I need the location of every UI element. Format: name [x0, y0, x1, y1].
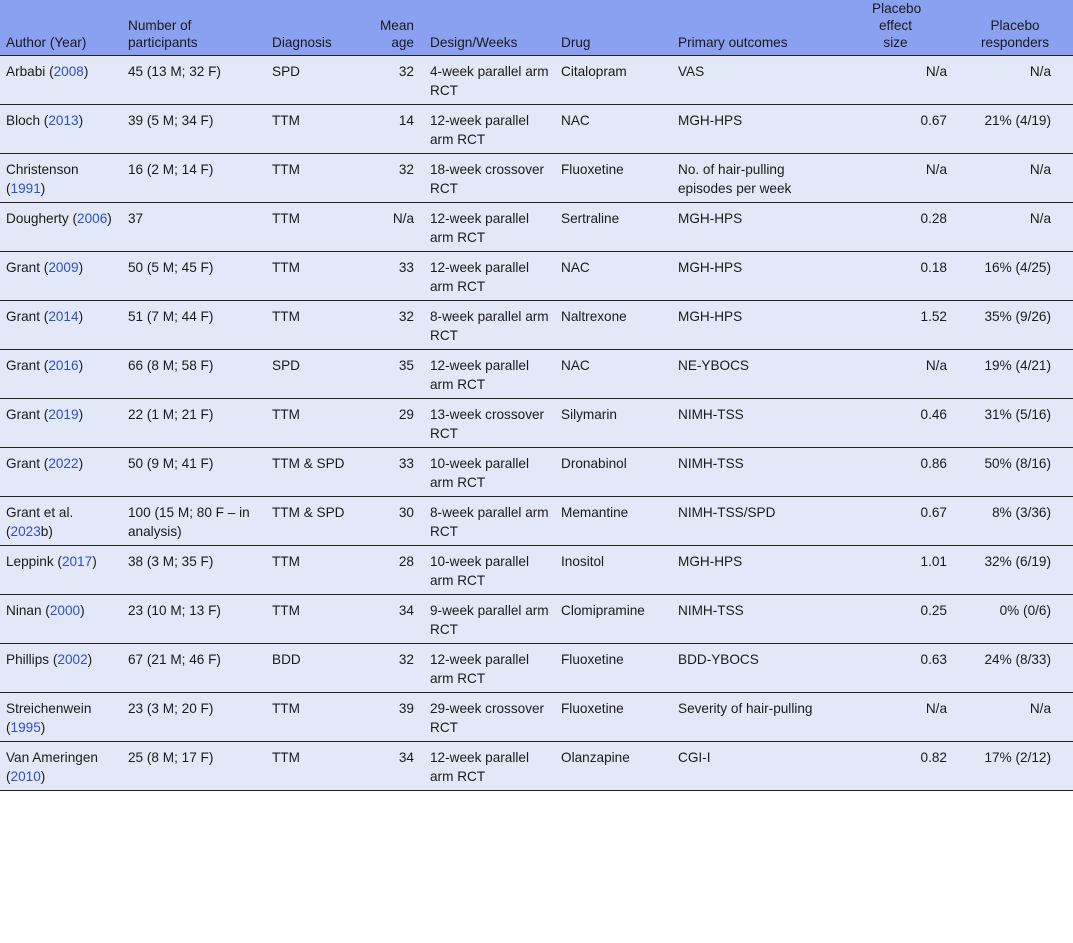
responders-cell: 35% (9/26)	[984, 309, 1051, 324]
responders-cell: 21% (4/19)	[984, 113, 1051, 128]
mean-age-cell: 33	[398, 260, 414, 275]
mean-age-cell: 39	[398, 701, 414, 716]
author-cell: Grant (2019)	[6, 407, 84, 422]
header-outcomes: Primary outcomes	[678, 35, 788, 50]
diagnosis-cell: TTM	[272, 162, 300, 177]
responders-cell: 0% (0/6)	[999, 603, 1051, 618]
table-row	[0, 203, 1073, 252]
effect-size-cell: 0.67	[920, 505, 947, 520]
outcomes-cell: MGH-HPS	[678, 554, 743, 569]
drug-cell: NAC	[561, 113, 590, 128]
author-name: Grant	[6, 358, 40, 373]
responders-cell: N/a	[1029, 701, 1051, 716]
design-cell: 10-week parallel arm RCT	[430, 554, 529, 588]
table-body	[0, 56, 1073, 791]
citation-year-link[interactable]: 2013	[48, 113, 79, 128]
citation-year-link[interactable]: 2017	[61, 554, 93, 569]
author-name: Bloch	[6, 113, 41, 128]
mean-age-cell: 32	[398, 64, 414, 79]
participants-cell: 25 (8 M; 17 F)	[128, 750, 214, 765]
participants-cell: 23 (10 M; 13 F)	[128, 603, 221, 618]
author-cell: Christenson (1991)	[6, 162, 79, 196]
diagnosis-cell: TTM	[272, 603, 300, 618]
drug-cell: NAC	[561, 358, 590, 373]
drug-cell: Naltrexone	[561, 309, 627, 324]
design-cell: 18-week crossover RCT	[430, 162, 545, 196]
outcomes-cell: VAS	[678, 64, 705, 79]
citation-year-link[interactable]: 1995	[10, 719, 41, 735]
effect-size-cell: N/a	[925, 64, 947, 79]
effect-size-cell: 0.28	[920, 211, 947, 226]
table-row	[0, 350, 1073, 399]
author-name: Arbabi	[6, 64, 46, 79]
outcomes-cell: BDD-YBOCS	[678, 652, 759, 667]
outcomes-cell: Severity of hair-pulling	[678, 701, 813, 716]
effect-size-cell: 0.67	[920, 113, 947, 128]
author-cell: Grant (2014)	[6, 309, 84, 324]
author-cell: Arbabi (2008)	[6, 64, 89, 79]
responders-cell: N/a	[1029, 64, 1051, 79]
author-name: Streichenwein	[6, 701, 92, 716]
outcomes-cell: MGH-HPS	[678, 113, 743, 128]
diagnosis-cell: TTM	[272, 113, 300, 128]
effect-size-cell: 0.46	[920, 407, 947, 422]
effect-size-cell: N/a	[925, 701, 947, 716]
author-cell: Bloch (2013)	[6, 113, 84, 128]
effect-size-cell: 0.82	[920, 750, 947, 765]
design-cell: 12-week parallel arm RCT	[430, 260, 529, 294]
citation-year-link[interactable]: 2002	[57, 652, 88, 667]
author-cell: Van Ameringen (2010)	[6, 750, 98, 784]
outcomes-cell: NIMH-TSS	[678, 603, 744, 618]
design-cell: 10-week parallel arm RCT	[430, 456, 529, 490]
participants-cell: 37	[128, 211, 144, 226]
author-cell: Dougherty (2006)	[6, 211, 112, 226]
drug-cell: Silymarin	[561, 407, 617, 422]
mean-age-cell: 30	[398, 505, 414, 520]
responders-cell: 8% (3/36)	[992, 505, 1051, 520]
header-drug: Drug	[561, 35, 591, 50]
participants-cell: 66 (8 M; 58 F)	[128, 358, 214, 373]
effect-size-cell: 0.18	[920, 260, 947, 275]
responders-cell: 50% (8/16)	[984, 456, 1051, 471]
author-name: Grant	[6, 309, 40, 324]
diagnosis-cell: TTM	[272, 750, 300, 765]
author-cell: Phillips (2002)	[6, 652, 93, 667]
table-row	[0, 399, 1073, 448]
author-name: Leppink	[6, 554, 54, 569]
citation-year-link[interactable]: 2006	[77, 211, 108, 226]
outcomes-cell: NIMH-TSS/SPD	[678, 505, 776, 520]
effect-size-cell: 0.63	[920, 652, 947, 667]
mean-age-cell: 32	[398, 309, 414, 324]
header-author: Author (Year)	[6, 35, 87, 50]
header-effect: Placebo effect size	[872, 1, 922, 50]
design-cell: 8-week parallel arm RCT	[430, 309, 549, 343]
design-cell: 12-week parallel arm RCT	[430, 113, 529, 147]
drug-cell: Inositol	[561, 554, 605, 569]
mean-age-cell: N/a	[392, 211, 414, 226]
responders-cell: N/a	[1029, 162, 1051, 177]
citation-suffix: b	[40, 523, 49, 539]
participants-cell: 39 (5 M; 34 F)	[128, 113, 214, 128]
citation-year-link[interactable]: 2010	[10, 768, 41, 784]
citation-year-link[interactable]: 2014	[48, 309, 79, 324]
header-design: Design/Weeks	[430, 35, 518, 50]
table-row	[0, 644, 1073, 693]
responders-cell: 31% (5/16)	[984, 407, 1051, 422]
table-row	[0, 56, 1073, 105]
author-name: Ninan	[6, 603, 42, 618]
header-row	[0, 0, 1073, 56]
design-cell: 12-week parallel arm RCT	[430, 211, 529, 245]
citation-year-link[interactable]: 2019	[48, 407, 79, 422]
diagnosis-cell: TTM	[272, 211, 300, 226]
citation-year-link[interactable]: 2008	[53, 64, 84, 79]
table-row	[0, 595, 1073, 644]
table-row	[0, 497, 1073, 546]
citation-year-link[interactable]: 2022	[48, 456, 79, 471]
citation-year-link[interactable]: 2000	[49, 603, 81, 618]
diagnosis-cell: TTM	[272, 701, 300, 716]
participants-cell: 45 (13 M; 32 F)	[128, 64, 221, 79]
mean-age-cell: 29	[398, 407, 414, 422]
effect-size-cell: 0.25	[920, 603, 947, 618]
table-row	[0, 742, 1073, 791]
author-cell: Ninan (2000)	[6, 603, 85, 618]
table-row	[0, 154, 1073, 203]
outcomes-cell: NIMH-TSS	[678, 456, 744, 471]
header-participants: Number of participants	[128, 18, 198, 50]
diagnosis-cell: TTM	[272, 309, 300, 324]
effect-size-cell: 1.52	[920, 309, 947, 324]
mean-age-cell: 28	[398, 554, 414, 569]
citation-year-link[interactable]: 2016	[48, 358, 79, 373]
diagnosis-cell: TTM	[272, 260, 300, 275]
outcomes-cell: MGH-HPS	[678, 309, 743, 324]
outcomes-cell: No. of hair-pulling episodes per week	[678, 162, 792, 196]
diagnosis-cell: TTM & SPD	[272, 505, 345, 520]
table-row	[0, 105, 1073, 154]
citation-year-link[interactable]: 1991	[10, 180, 41, 196]
diagnosis-cell: SPD	[272, 358, 300, 373]
drug-cell: Clomipramine	[561, 603, 645, 618]
outcomes-cell: CGI-I	[678, 750, 711, 765]
drug-cell: Olanzapine	[561, 750, 630, 765]
participants-cell: 22 (1 M; 21 F)	[128, 407, 214, 422]
effect-size-cell: 0.86	[920, 456, 947, 471]
header-responders: Placebo responders	[980, 18, 1049, 50]
participants-cell: 50 (5 M; 45 F)	[128, 260, 214, 275]
responders-cell: 19% (4/21)	[984, 358, 1051, 373]
table-row	[0, 448, 1073, 497]
participants-cell: 38 (3 M; 35 F)	[128, 554, 214, 569]
table-header	[0, 0, 1073, 56]
table-row	[0, 301, 1073, 350]
responders-cell: 16% (4/25)	[984, 260, 1051, 275]
participants-cell: 50 (9 M; 41 F)	[128, 456, 214, 471]
outcomes-cell: MGH-HPS	[678, 260, 743, 275]
mean-age-cell: 32	[398, 652, 414, 667]
author-name: Grant et al.	[6, 505, 74, 520]
outcomes-cell: NE-YBOCS	[678, 358, 750, 373]
design-cell: 9-week parallel arm RCT	[430, 603, 549, 637]
drug-cell: Fluoxetine	[561, 162, 624, 177]
mean-age-cell: 35	[398, 358, 414, 373]
drug-cell: Citalopram	[561, 64, 627, 79]
design-cell: 4-week parallel arm RCT	[430, 64, 549, 98]
author-name: Grant	[6, 260, 40, 275]
participants-cell: 16 (2 M; 14 F)	[128, 162, 214, 177]
table-row	[0, 693, 1073, 742]
mean-age-cell: 14	[398, 113, 414, 128]
table-row	[0, 546, 1073, 595]
diagnosis-cell: SPD	[272, 64, 300, 79]
diagnosis-cell: BDD	[272, 652, 301, 667]
mean-age-cell: 32	[398, 162, 414, 177]
design-cell: 29-week crossover RCT	[430, 701, 545, 735]
design-cell: 13-week crossover RCT	[430, 407, 545, 441]
participants-cell: 51 (7 M; 44 F)	[128, 309, 214, 324]
design-cell: 12-week parallel arm RCT	[430, 652, 529, 686]
effect-size-cell: 1.01	[920, 554, 947, 569]
effect-size-cell: N/a	[925, 162, 947, 177]
diagnosis-cell: TTM	[272, 407, 300, 422]
author-cell: Grant (2022)	[6, 456, 84, 471]
author-cell: Grant (2016)	[6, 358, 84, 373]
author-name: Grant	[6, 456, 40, 471]
author-name: Dougherty	[6, 211, 69, 226]
effect-size-cell: N/a	[925, 358, 947, 373]
citation-year-link[interactable]: 2023	[10, 523, 41, 539]
responders-cell: 32% (6/19)	[984, 554, 1051, 569]
author-name: Phillips	[6, 652, 50, 667]
participants-cell: 23 (3 M; 20 F)	[128, 701, 214, 716]
author-cell: Grant (2009)	[6, 260, 84, 275]
participants-cell: 100 (15 M; 80 F – in analysis)	[128, 505, 250, 539]
responders-cell: N/a	[1029, 211, 1051, 226]
author-cell: Grant et al. (2023b)	[6, 505, 74, 539]
header-diagnosis: Diagnosis	[272, 35, 332, 50]
responders-cell: 24% (8/33)	[984, 652, 1051, 667]
outcomes-cell: NIMH-TSS	[678, 407, 744, 422]
citation-year-link[interactable]: 2009	[48, 260, 79, 275]
author-cell: Streichenwein (1995)	[6, 701, 92, 735]
diagnosis-cell: TTM	[272, 554, 300, 569]
drug-cell: Fluoxetine	[561, 701, 624, 716]
mean-age-cell: 33	[398, 456, 414, 471]
author-name: Van Ameringen	[6, 750, 98, 765]
author-name: Grant	[6, 407, 40, 422]
outcomes-cell: MGH-HPS	[678, 211, 743, 226]
drug-cell: Memantine	[561, 505, 629, 520]
mean-age-cell: 34	[398, 603, 414, 618]
mean-age-cell: 34	[398, 750, 414, 765]
design-cell: 12-week parallel arm RCT	[430, 750, 529, 784]
table-row	[0, 252, 1073, 301]
design-cell: 12-week parallel arm RCT	[430, 358, 529, 392]
design-cell: 8-week parallel arm RCT	[430, 505, 549, 539]
header-age: Mean age	[379, 18, 414, 50]
author-cell: Leppink (2017)	[6, 554, 97, 569]
drug-cell: Sertraline	[561, 211, 620, 226]
responders-cell: 17% (2/12)	[984, 750, 1051, 765]
drug-cell: Fluoxetine	[561, 652, 624, 667]
drug-cell: NAC	[561, 260, 590, 275]
author-name: Christenson	[6, 162, 79, 177]
diagnosis-cell: TTM & SPD	[272, 456, 345, 471]
drug-cell: Dronabinol	[561, 456, 627, 471]
participants-cell: 67 (21 M; 46 F)	[128, 652, 221, 667]
